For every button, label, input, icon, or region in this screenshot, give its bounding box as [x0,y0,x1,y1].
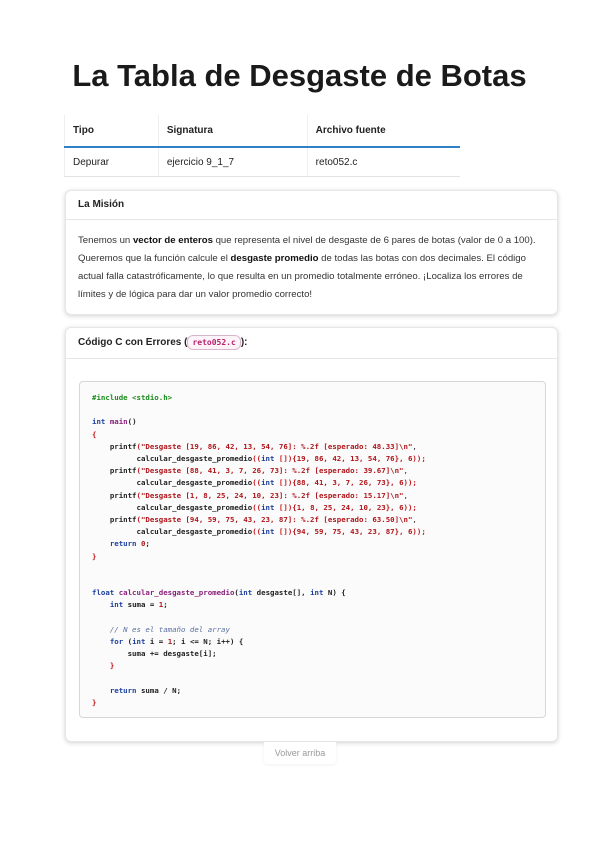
code-listing: #include <stdio.h> int main() { printf("Desgaste [19, 86, 42, 13, 54, 76]: %.2f [esperado: 48.33]\n", calcular_desgaste_promedio((int []){19, 86, 42, 13, 54, 76}, 6)); printf("Desgaste [88, 41, 3, 7, 26, 73]: %.2f [esperado: 39.67]\n", calcular_desgaste_promedio((int []){88, 41, 3, 7, 26, 73}, 6)); printf("Desgaste [1, 8, 25, 24, 10, 23]: %.2f [esperado: 15.17]\n", calcular_desgaste_promedio((int []){1, 8, 25, 24, 10, 23}, 6)); printf("Desgaste [94, 59, 75, 43, 23, 87]: %.2f [esperado: 63.50]\n", calcular_desgaste_promedio((int []){94, 59, 75, 43, 23, 87}, 6)); return 0; } float calcular_desgaste_promedio(int desgaste[], int N) { int suma = 1; // N es el tamaño del array for (int i = 1; i <= N; i++) { suma += desgaste[i]; } return suma / N; } [92,393,426,708]
col-header-tipo: Tipo [65,115,159,147]
back-to-top-link[interactable]: Volver arriba [264,742,336,764]
mission-bold-promedio: desgaste promedio [230,253,319,264]
code-token: int [92,417,106,427]
code-string: "Desgaste [19, 86, 42, 13, 54, 76]: %.2f [esperado: 48.33]\n" [140,441,413,451]
code-file-badge: reto052.c [187,335,240,350]
col-header-archivo: Archivo fuente [307,115,460,147]
code-string: "Desgaste [1, 8, 25, 24, 10, 23]: %.2f [esperado: 15.17]\n" [140,490,404,500]
code-header-suffix: ): [240,337,248,348]
mission-text-part: Tenemos un [78,235,133,246]
code-token: main [109,417,128,427]
mission-header: La Misión [66,191,557,220]
code-include: #include <stdio.h> [92,393,173,402]
mission-text-part: de todas las botas con dos decimales. El código actual falla catastróficamente, lo que resulta en un promedio totalmente erróneo. ¡Localiza los errores de límites y de lógica para dar un valor promedio correcto! [78,253,526,300]
code-block[interactable] [79,381,546,718]
cell-archivo: reto052.c [307,147,460,177]
mission-text [66,220,557,316]
code-string: "Desgaste [88, 41, 3, 7, 26, 73]: %.2f [esperado: 39.67]\n" [140,466,404,476]
mission-bold-vector: vector de enteros [132,235,213,246]
mission-text-part: que representa el nivel de desgaste de 6 pares de botas (valor de 0 a 100). Queremos que la función calcule el [78,235,536,264]
code-header-label: Código C con Errores ( [78,337,188,348]
col-header-signatura: Signatura [158,115,307,147]
code-comment: // N es el tamaño del array [109,624,230,634]
table-header-row [65,115,461,147]
code-header [66,328,557,359]
page-title: La Tabla de Desgaste de Botas [72,58,527,93]
cell-tipo: Depurar [65,147,159,177]
code-string: "Desgaste [94, 59, 75, 43, 23, 87]: %.2f [esperado: 63.50]\n" [140,515,413,525]
code-values: {94, 59, 75, 43, 23, 87}, 6 [292,527,413,537]
code-values: {19, 86, 42, 13, 54, 76}, 6 [292,454,413,464]
cell-signatura: ejercicio 9_1_7 [158,147,307,177]
table-row [65,147,461,177]
mission-card [65,190,558,315]
exercise-meta-table [64,115,460,177]
code-values: {88, 41, 3, 7, 26, 73}, 6 [292,478,404,488]
code-func-name: calcular_desgaste_promedio [118,588,235,598]
code-card [65,327,558,742]
code-number: 0 [140,539,146,549]
code-values: {1, 8, 25, 24, 10, 23}, 6 [292,502,404,512]
